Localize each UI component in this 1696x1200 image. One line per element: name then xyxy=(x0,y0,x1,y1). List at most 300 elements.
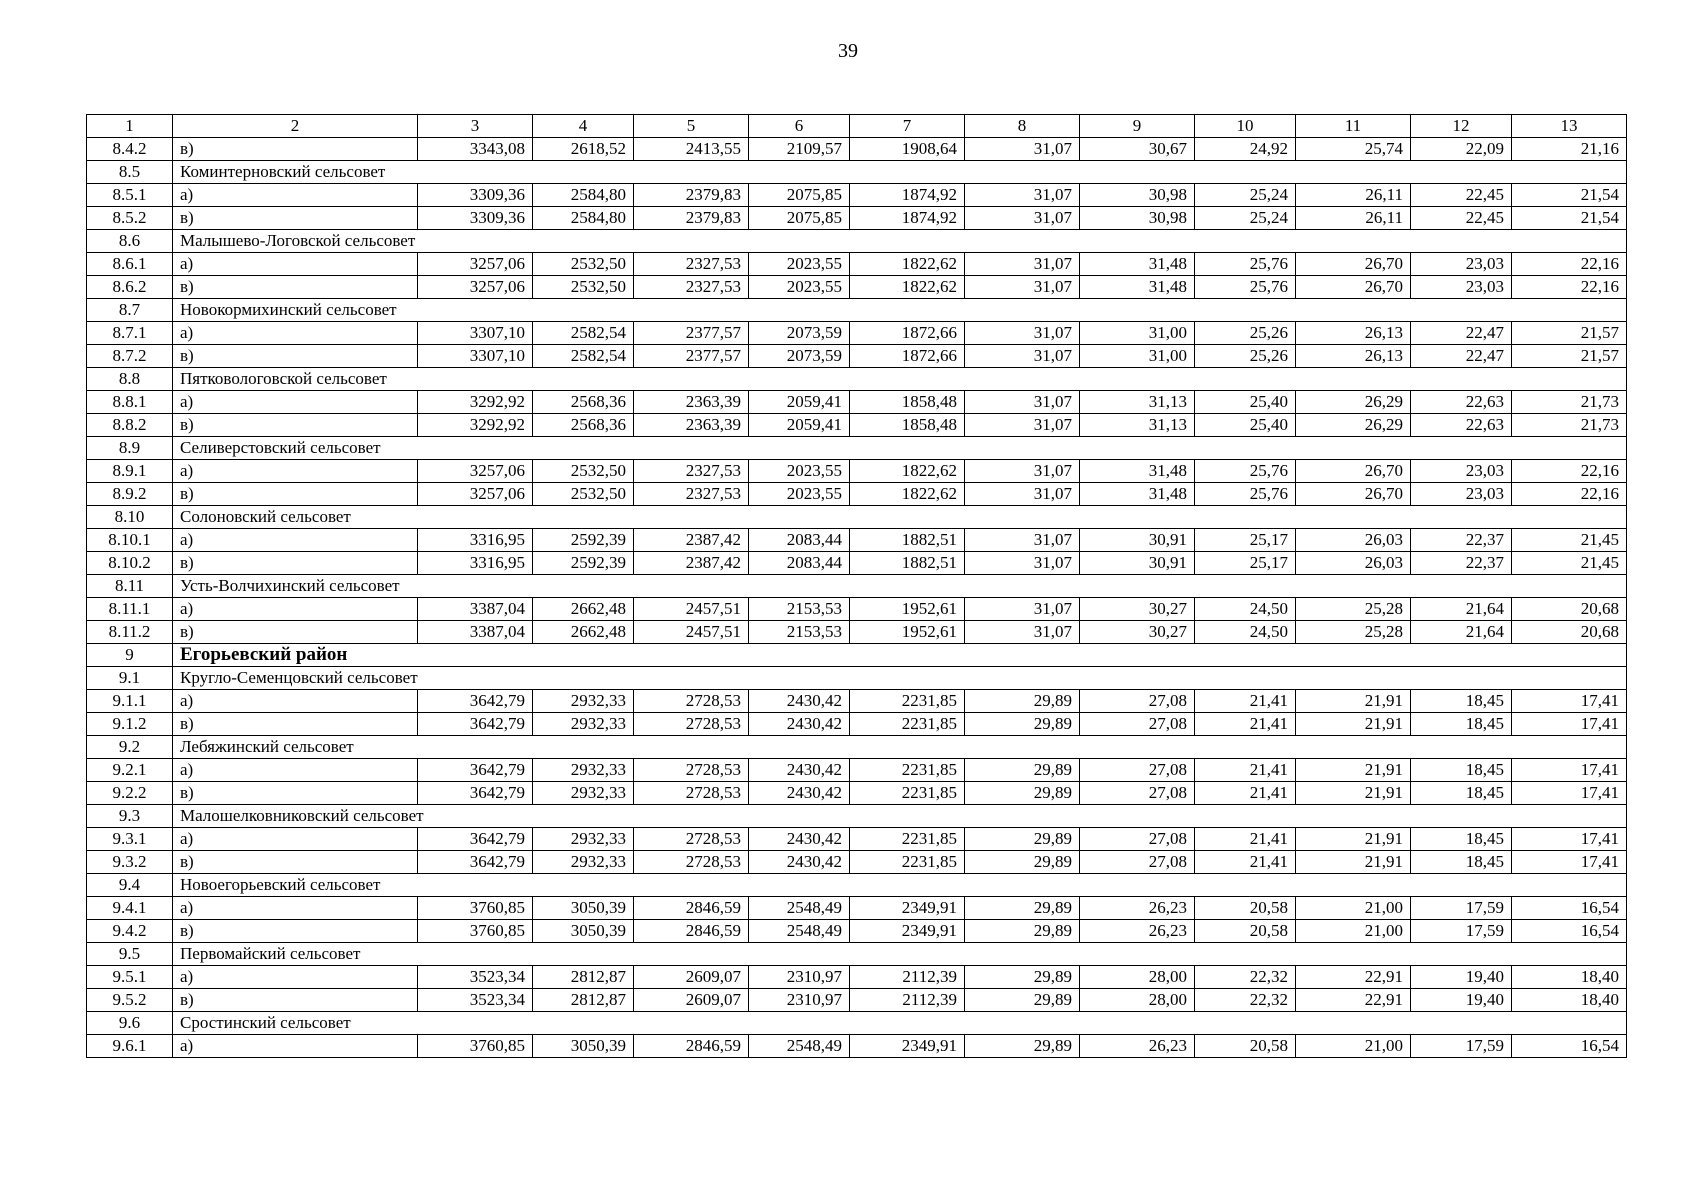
value-cell: 2532,50 xyxy=(533,253,634,276)
value-cell: 30,27 xyxy=(1080,621,1195,644)
value-cell: 2023,55 xyxy=(749,460,850,483)
row-label: а) xyxy=(173,460,418,483)
row-label: в) xyxy=(173,621,418,644)
value-cell: 3642,79 xyxy=(418,851,533,874)
value-cell: 2932,33 xyxy=(533,759,634,782)
value-cell: 17,59 xyxy=(1411,920,1512,943)
value-cell: 17,59 xyxy=(1411,1035,1512,1058)
value-cell: 22,16 xyxy=(1512,276,1627,299)
table-row xyxy=(87,552,1627,575)
section-row xyxy=(87,575,1627,598)
table-row xyxy=(87,989,1627,1012)
column-header: 13 xyxy=(1512,115,1627,138)
value-cell: 21,00 xyxy=(1296,920,1411,943)
value-cell: 2548,49 xyxy=(749,897,850,920)
value-cell: 22,63 xyxy=(1411,414,1512,437)
column-header: 2 xyxy=(173,115,418,138)
section-title: Сростинский сельсовет xyxy=(173,1012,1627,1035)
table-row xyxy=(87,483,1627,506)
value-cell: 26,23 xyxy=(1080,897,1195,920)
value-cell: 29,89 xyxy=(965,1035,1080,1058)
row-number: 8.7.2 xyxy=(87,345,173,368)
value-cell: 29,89 xyxy=(965,828,1080,851)
value-cell: 2059,41 xyxy=(749,391,850,414)
value-cell: 2430,42 xyxy=(749,782,850,805)
value-cell: 31,13 xyxy=(1080,414,1195,437)
value-cell: 2075,85 xyxy=(749,207,850,230)
value-cell: 2023,55 xyxy=(749,276,850,299)
value-cell: 21,64 xyxy=(1411,598,1512,621)
value-cell: 2327,53 xyxy=(634,483,749,506)
section-row xyxy=(87,1012,1627,1035)
value-cell: 3387,04 xyxy=(418,621,533,644)
row-number: 9.2.1 xyxy=(87,759,173,782)
value-cell: 1952,61 xyxy=(850,598,965,621)
value-cell: 3316,95 xyxy=(418,552,533,575)
value-cell: 27,08 xyxy=(1080,759,1195,782)
value-cell: 2457,51 xyxy=(634,621,749,644)
value-cell: 2430,42 xyxy=(749,690,850,713)
value-cell: 2532,50 xyxy=(533,460,634,483)
section-title: Кругло-Семенцовский сельсовет xyxy=(173,667,1627,690)
row-label: а) xyxy=(173,322,418,345)
table-row xyxy=(87,1035,1627,1058)
value-cell: 25,40 xyxy=(1195,414,1296,437)
value-cell: 27,08 xyxy=(1080,782,1195,805)
table-row xyxy=(87,851,1627,874)
value-cell: 18,45 xyxy=(1411,713,1512,736)
value-cell: 3050,39 xyxy=(533,920,634,943)
value-cell: 31,13 xyxy=(1080,391,1195,414)
table-row xyxy=(87,414,1627,437)
value-cell: 2327,53 xyxy=(634,460,749,483)
value-cell: 2812,87 xyxy=(533,966,634,989)
value-cell: 25,76 xyxy=(1195,253,1296,276)
value-cell: 2932,33 xyxy=(533,713,634,736)
row-label: в) xyxy=(173,851,418,874)
table-row xyxy=(87,529,1627,552)
row-label: а) xyxy=(173,391,418,414)
value-cell: 1822,62 xyxy=(850,460,965,483)
value-cell: 1908,64 xyxy=(850,138,965,161)
row-label: а) xyxy=(173,253,418,276)
row-number: 8.11.2 xyxy=(87,621,173,644)
value-cell: 3309,36 xyxy=(418,207,533,230)
value-cell: 1822,62 xyxy=(850,253,965,276)
value-cell: 21,91 xyxy=(1296,759,1411,782)
value-cell: 2379,83 xyxy=(634,207,749,230)
value-cell: 25,17 xyxy=(1195,529,1296,552)
value-cell: 2363,39 xyxy=(634,414,749,437)
value-cell: 25,76 xyxy=(1195,460,1296,483)
section-row xyxy=(87,943,1627,966)
value-cell: 21,91 xyxy=(1296,851,1411,874)
value-cell: 2153,53 xyxy=(749,621,850,644)
value-cell: 21,57 xyxy=(1512,322,1627,345)
value-cell: 17,59 xyxy=(1411,897,1512,920)
value-cell: 21,91 xyxy=(1296,690,1411,713)
section-row xyxy=(87,437,1627,460)
value-cell: 18,45 xyxy=(1411,851,1512,874)
value-cell: 19,40 xyxy=(1411,966,1512,989)
value-cell: 31,07 xyxy=(965,529,1080,552)
value-cell: 17,41 xyxy=(1512,690,1627,713)
value-cell: 2413,55 xyxy=(634,138,749,161)
value-cell: 21,41 xyxy=(1195,851,1296,874)
value-cell: 2728,53 xyxy=(634,759,749,782)
value-cell: 2231,85 xyxy=(850,690,965,713)
value-cell: 21,45 xyxy=(1512,552,1627,575)
row-number: 9.6.1 xyxy=(87,1035,173,1058)
row-number: 8.6.1 xyxy=(87,253,173,276)
row-number: 9.4.1 xyxy=(87,897,173,920)
value-cell: 26,70 xyxy=(1296,460,1411,483)
row-number: 9.2 xyxy=(87,736,173,759)
row-label: а) xyxy=(173,966,418,989)
value-cell: 23,03 xyxy=(1411,253,1512,276)
value-cell: 31,07 xyxy=(965,483,1080,506)
value-cell: 2075,85 xyxy=(749,184,850,207)
column-header: 7 xyxy=(850,115,965,138)
row-number: 9.5 xyxy=(87,943,173,966)
value-cell: 2812,87 xyxy=(533,989,634,1012)
value-cell: 21,41 xyxy=(1195,782,1296,805)
value-cell: 21,57 xyxy=(1512,345,1627,368)
value-cell: 3257,06 xyxy=(418,253,533,276)
value-cell: 31,07 xyxy=(965,621,1080,644)
value-cell: 21,73 xyxy=(1512,391,1627,414)
value-cell: 31,48 xyxy=(1080,483,1195,506)
value-cell: 27,08 xyxy=(1080,828,1195,851)
value-cell: 2231,85 xyxy=(850,713,965,736)
value-cell: 2728,53 xyxy=(634,851,749,874)
value-cell: 27,08 xyxy=(1080,713,1195,736)
value-cell: 29,89 xyxy=(965,989,1080,1012)
row-number: 8.7 xyxy=(87,299,173,322)
value-cell: 1874,92 xyxy=(850,207,965,230)
row-number: 9.2.2 xyxy=(87,782,173,805)
value-cell: 21,54 xyxy=(1512,184,1627,207)
value-cell: 17,41 xyxy=(1512,782,1627,805)
column-header: 12 xyxy=(1411,115,1512,138)
value-cell: 2584,80 xyxy=(533,184,634,207)
value-cell: 24,50 xyxy=(1195,598,1296,621)
section-row xyxy=(87,805,1627,828)
value-cell: 21,91 xyxy=(1296,713,1411,736)
row-label: в) xyxy=(173,483,418,506)
value-cell: 1822,62 xyxy=(850,483,965,506)
table-row xyxy=(87,759,1627,782)
row-number: 8.4.2 xyxy=(87,138,173,161)
row-number: 8.11.1 xyxy=(87,598,173,621)
column-header: 4 xyxy=(533,115,634,138)
value-cell: 26,29 xyxy=(1296,414,1411,437)
table-row xyxy=(87,966,1627,989)
value-cell: 21,91 xyxy=(1296,828,1411,851)
table-row xyxy=(87,184,1627,207)
section-row xyxy=(87,368,1627,391)
table-row xyxy=(87,897,1627,920)
value-cell: 25,28 xyxy=(1296,621,1411,644)
section-title: Новоегорьевский сельсовет xyxy=(173,874,1627,897)
value-cell: 31,07 xyxy=(965,322,1080,345)
value-cell: 22,63 xyxy=(1411,391,1512,414)
value-cell: 29,89 xyxy=(965,966,1080,989)
value-cell: 2430,42 xyxy=(749,828,850,851)
value-cell: 2023,55 xyxy=(749,253,850,276)
value-cell: 1952,61 xyxy=(850,621,965,644)
value-cell: 2231,85 xyxy=(850,782,965,805)
value-cell: 3642,79 xyxy=(418,713,533,736)
table-row xyxy=(87,621,1627,644)
value-cell: 22,16 xyxy=(1512,460,1627,483)
value-cell: 2073,59 xyxy=(749,322,850,345)
value-cell: 24,50 xyxy=(1195,621,1296,644)
row-label: в) xyxy=(173,138,418,161)
section-title: Лебяжинский сельсовет xyxy=(173,736,1627,759)
value-cell: 22,47 xyxy=(1411,322,1512,345)
value-cell: 2073,59 xyxy=(749,345,850,368)
table-row xyxy=(87,138,1627,161)
row-number: 9.5.2 xyxy=(87,989,173,1012)
value-cell: 21,41 xyxy=(1195,713,1296,736)
value-cell: 3257,06 xyxy=(418,276,533,299)
value-cell: 26,13 xyxy=(1296,345,1411,368)
value-cell: 2310,97 xyxy=(749,989,850,1012)
column-header: 3 xyxy=(418,115,533,138)
value-cell: 21,00 xyxy=(1296,897,1411,920)
value-cell: 22,09 xyxy=(1411,138,1512,161)
value-cell: 20,68 xyxy=(1512,621,1627,644)
value-cell: 21,41 xyxy=(1195,690,1296,713)
value-cell: 26,03 xyxy=(1296,552,1411,575)
district-title: Егорьевский район xyxy=(173,644,1627,667)
table-row xyxy=(87,920,1627,943)
value-cell: 2349,91 xyxy=(850,897,965,920)
row-label: а) xyxy=(173,690,418,713)
row-number: 9.1.1 xyxy=(87,690,173,713)
column-header: 10 xyxy=(1195,115,1296,138)
value-cell: 31,07 xyxy=(965,391,1080,414)
value-cell: 2349,91 xyxy=(850,920,965,943)
value-cell: 2457,51 xyxy=(634,598,749,621)
value-cell: 2728,53 xyxy=(634,828,749,851)
value-cell: 17,41 xyxy=(1512,713,1627,736)
value-cell: 17,41 xyxy=(1512,828,1627,851)
section-title: Коминтерновский сельсовет xyxy=(173,161,1627,184)
value-cell: 3309,36 xyxy=(418,184,533,207)
value-cell: 2568,36 xyxy=(533,414,634,437)
value-cell: 18,45 xyxy=(1411,690,1512,713)
value-cell: 19,40 xyxy=(1411,989,1512,1012)
value-cell: 31,07 xyxy=(965,138,1080,161)
value-cell: 22,45 xyxy=(1411,207,1512,230)
row-label: а) xyxy=(173,759,418,782)
value-cell: 26,11 xyxy=(1296,184,1411,207)
section-row xyxy=(87,874,1627,897)
value-cell: 18,40 xyxy=(1512,966,1627,989)
value-cell: 21,45 xyxy=(1512,529,1627,552)
row-number: 8.5.2 xyxy=(87,207,173,230)
value-cell: 2349,91 xyxy=(850,1035,965,1058)
value-cell: 1874,92 xyxy=(850,184,965,207)
value-cell: 21,00 xyxy=(1296,1035,1411,1058)
value-cell: 2728,53 xyxy=(634,690,749,713)
value-cell: 22,91 xyxy=(1296,989,1411,1012)
value-cell: 29,89 xyxy=(965,782,1080,805)
value-cell: 3642,79 xyxy=(418,828,533,851)
value-cell: 22,37 xyxy=(1411,529,1512,552)
value-cell: 21,64 xyxy=(1411,621,1512,644)
value-cell: 2582,54 xyxy=(533,322,634,345)
row-label: а) xyxy=(173,828,418,851)
table-row xyxy=(87,345,1627,368)
value-cell: 30,27 xyxy=(1080,598,1195,621)
value-cell: 26,23 xyxy=(1080,1035,1195,1058)
section-row xyxy=(87,230,1627,253)
value-cell: 2932,33 xyxy=(533,690,634,713)
section-row xyxy=(87,161,1627,184)
value-cell: 2430,42 xyxy=(749,851,850,874)
value-cell: 2609,07 xyxy=(634,966,749,989)
table-row xyxy=(87,322,1627,345)
value-cell: 2231,85 xyxy=(850,759,965,782)
value-cell: 2377,57 xyxy=(634,345,749,368)
row-label: в) xyxy=(173,713,418,736)
table-row xyxy=(87,207,1627,230)
value-cell: 26,70 xyxy=(1296,483,1411,506)
value-cell: 21,41 xyxy=(1195,828,1296,851)
value-cell: 3307,10 xyxy=(418,322,533,345)
value-cell: 24,92 xyxy=(1195,138,1296,161)
value-cell: 31,00 xyxy=(1080,322,1195,345)
district-row xyxy=(87,644,1627,667)
value-cell: 3760,85 xyxy=(418,920,533,943)
value-cell: 3316,95 xyxy=(418,529,533,552)
row-number: 8.9.1 xyxy=(87,460,173,483)
row-label: в) xyxy=(173,414,418,437)
value-cell: 2379,83 xyxy=(634,184,749,207)
value-cell: 3257,06 xyxy=(418,460,533,483)
value-cell: 2618,52 xyxy=(533,138,634,161)
table-row xyxy=(87,713,1627,736)
value-cell: 22,32 xyxy=(1195,966,1296,989)
table-row xyxy=(87,276,1627,299)
value-cell: 2310,97 xyxy=(749,966,850,989)
column-header: 1 xyxy=(87,115,173,138)
row-label: а) xyxy=(173,184,418,207)
value-cell: 30,98 xyxy=(1080,184,1195,207)
value-cell: 16,54 xyxy=(1512,897,1627,920)
value-cell: 26,11 xyxy=(1296,207,1411,230)
value-cell: 21,73 xyxy=(1512,414,1627,437)
value-cell: 26,13 xyxy=(1296,322,1411,345)
value-cell: 29,89 xyxy=(965,759,1080,782)
value-cell: 22,91 xyxy=(1296,966,1411,989)
value-cell: 30,91 xyxy=(1080,552,1195,575)
value-cell: 2023,55 xyxy=(749,483,850,506)
value-cell: 25,26 xyxy=(1195,345,1296,368)
value-cell: 2327,53 xyxy=(634,253,749,276)
value-cell: 21,16 xyxy=(1512,138,1627,161)
table-body xyxy=(87,115,1627,1058)
section-title: Новокормихинский сельсовет xyxy=(173,299,1627,322)
value-cell: 2548,49 xyxy=(749,1035,850,1058)
row-label: в) xyxy=(173,920,418,943)
value-cell: 26,70 xyxy=(1296,276,1411,299)
value-cell: 3307,10 xyxy=(418,345,533,368)
value-cell: 20,68 xyxy=(1512,598,1627,621)
value-cell: 22,16 xyxy=(1512,483,1627,506)
section-row xyxy=(87,667,1627,690)
row-number: 9.5.1 xyxy=(87,966,173,989)
column-header: 8 xyxy=(965,115,1080,138)
value-cell: 2592,39 xyxy=(533,529,634,552)
value-cell: 31,07 xyxy=(965,598,1080,621)
value-cell: 1882,51 xyxy=(850,552,965,575)
row-label: в) xyxy=(173,782,418,805)
section-row xyxy=(87,506,1627,529)
value-cell: 3642,79 xyxy=(418,759,533,782)
row-number: 9.6 xyxy=(87,1012,173,1035)
tariff-table xyxy=(86,114,1627,1058)
value-cell: 20,58 xyxy=(1195,920,1296,943)
table-row xyxy=(87,598,1627,621)
value-cell: 2728,53 xyxy=(634,713,749,736)
row-label: а) xyxy=(173,598,418,621)
section-title: Селиверстовский сельсовет xyxy=(173,437,1627,460)
value-cell: 20,58 xyxy=(1195,897,1296,920)
table-row xyxy=(87,253,1627,276)
value-cell: 2568,36 xyxy=(533,391,634,414)
column-header: 5 xyxy=(634,115,749,138)
value-cell: 1872,66 xyxy=(850,345,965,368)
row-number: 9.3.2 xyxy=(87,851,173,874)
section-row xyxy=(87,299,1627,322)
row-label: а) xyxy=(173,1035,418,1058)
row-number: 8.9.2 xyxy=(87,483,173,506)
value-cell: 29,89 xyxy=(965,920,1080,943)
value-cell: 2846,59 xyxy=(634,1035,749,1058)
value-cell: 3387,04 xyxy=(418,598,533,621)
value-cell: 1822,62 xyxy=(850,276,965,299)
value-cell: 2932,33 xyxy=(533,828,634,851)
value-cell: 3292,92 xyxy=(418,391,533,414)
value-cell: 2059,41 xyxy=(749,414,850,437)
value-cell: 31,48 xyxy=(1080,253,1195,276)
row-label: в) xyxy=(173,276,418,299)
section-title: Солоновский сельсовет xyxy=(173,506,1627,529)
value-cell: 3523,34 xyxy=(418,966,533,989)
value-cell: 3642,79 xyxy=(418,782,533,805)
value-cell: 1872,66 xyxy=(850,322,965,345)
value-cell: 2584,80 xyxy=(533,207,634,230)
value-cell: 26,03 xyxy=(1296,529,1411,552)
value-cell: 2846,59 xyxy=(634,920,749,943)
row-number: 9.3 xyxy=(87,805,173,828)
value-cell: 31,07 xyxy=(965,414,1080,437)
value-cell: 2363,39 xyxy=(634,391,749,414)
value-cell: 23,03 xyxy=(1411,460,1512,483)
value-cell: 2662,48 xyxy=(533,598,634,621)
section-row xyxy=(87,736,1627,759)
value-cell: 2932,33 xyxy=(533,782,634,805)
value-cell: 25,76 xyxy=(1195,276,1296,299)
value-cell: 31,00 xyxy=(1080,345,1195,368)
table-row xyxy=(87,460,1627,483)
value-cell: 3050,39 xyxy=(533,897,634,920)
value-cell: 23,03 xyxy=(1411,276,1512,299)
